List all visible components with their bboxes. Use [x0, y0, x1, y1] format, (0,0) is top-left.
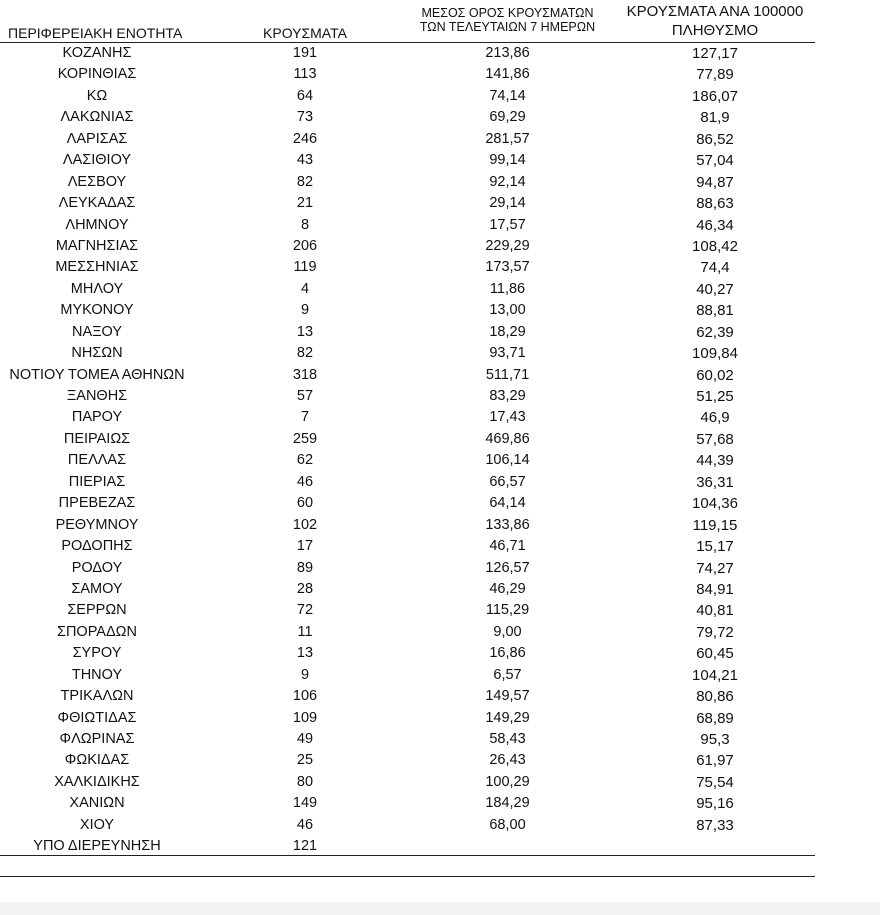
cell-region: ΝΗΣΩΝ — [71, 345, 123, 362]
cell-region: ΜΥΚΟΝΟΥ — [60, 302, 134, 319]
cell-seven-day-average: 74,14 — [489, 87, 526, 104]
cell-cases-per-100k: 61,97 — [696, 752, 734, 770]
cell-cases-per-100k: 74,4 — [700, 259, 730, 277]
cell-cases: 62 — [296, 452, 314, 469]
header-cases-per-100k-line1: ΚΡΟΥΣΜΑΤΑ ΑΝΑ 100000 — [626, 3, 804, 20]
cell-region: ΜΑΓΝΗΣΙΑΣ — [55, 237, 139, 254]
cell-region: ΡΕΘΥΜΝΟΥ — [55, 516, 139, 533]
cell-seven-day-average: 184,29 — [485, 795, 530, 812]
table-row — [0, 580, 815, 601]
table-row — [0, 258, 815, 279]
table-body — [0, 44, 815, 859]
cell-cases-per-100k: 60,02 — [696, 366, 734, 384]
cell-cases: 82 — [296, 345, 314, 362]
cell-cases: 13 — [296, 645, 314, 662]
cell-seven-day-average: 13,00 — [489, 302, 526, 319]
cell-cases: 4 — [300, 280, 310, 297]
cell-region: ΦΘΙΩΤΙΔΑΣ — [57, 709, 137, 726]
table-row — [0, 408, 815, 429]
table-bottom-divider — [0, 876, 815, 877]
cell-cases-per-100k: 36,31 — [696, 473, 734, 491]
cell-region: ΠΡΕΒΕΖΑΣ — [58, 495, 136, 512]
cell-seven-day-average: 149,57 — [485, 688, 530, 705]
cell-region: ΛΑΚΩΝΙΑΣ — [60, 109, 134, 126]
cell-seven-day-average: 99,14 — [489, 152, 526, 169]
cell-region: ΛΕΥΚΑΔΑΣ — [58, 195, 136, 212]
cell-cases-per-100k: 88,63 — [696, 195, 734, 213]
cell-cases: 191 — [292, 45, 318, 61]
cell-region: ΣΥΡΟΥ — [72, 645, 122, 662]
cell-seven-day-average: 11,86 — [489, 280, 526, 297]
table-row — [0, 537, 815, 558]
table-row — [0, 280, 815, 301]
cell-cases-per-100k: 88,81 — [696, 302, 734, 320]
table-row — [0, 451, 815, 472]
cell-cases-per-100k: 104,36 — [692, 495, 738, 513]
table-end-divider — [0, 855, 815, 856]
table-row — [0, 301, 815, 322]
cell-seven-day-average: 46,71 — [489, 538, 526, 555]
table-row — [0, 773, 815, 794]
cell-seven-day-average: 141,86 — [485, 66, 530, 83]
cell-cases: 206 — [292, 237, 318, 254]
table-row — [0, 751, 815, 772]
cell-cases-per-100k: 80,86 — [696, 688, 734, 706]
cell-cases: 17 — [296, 538, 314, 555]
table-row — [0, 151, 815, 172]
cell-region: ΠΑΡΟΥ — [71, 409, 123, 426]
table-row — [0, 323, 815, 344]
cell-cases: 7 — [300, 409, 310, 426]
header-cases-per-100k — [610, 3, 820, 41]
cell-region: ΜΕΣΣΗΝΙΑΣ — [55, 259, 139, 276]
cell-cases: 80 — [296, 773, 314, 790]
cell-seven-day-average: 17,57 — [489, 216, 526, 233]
cell-cases-per-100k: 68,89 — [696, 709, 734, 727]
table-row — [0, 366, 815, 387]
cell-region: ΛΗΜΝΟΥ — [65, 216, 129, 233]
cell-region: ΛΑΣΙΘΙΟΥ — [62, 152, 132, 169]
table-row — [0, 666, 815, 687]
cell-region: ΛΕΣΒΟΥ — [67, 173, 127, 190]
table-row — [0, 194, 815, 215]
cell-cases-per-100k: 95,16 — [696, 795, 734, 813]
cell-seven-day-average: 29,14 — [489, 195, 526, 212]
cell-cases-per-100k: 84,91 — [696, 580, 734, 598]
cell-cases: 43 — [296, 152, 314, 169]
table-row — [0, 44, 815, 65]
cell-region: ΝΟΤΙΟΥ ΤΟΜΕΑ ΑΘΗΝΩΝ — [9, 366, 185, 383]
header-seven-day-average-line2: ΤΩΝ ΤΕΛΕΥΤΑΙΩΝ 7 ΗΜΕΡΩΝ — [419, 20, 596, 35]
table-row — [0, 237, 815, 258]
cell-region: ΠΕΛΛΑΣ — [67, 452, 127, 469]
cell-seven-day-average: 18,29 — [489, 323, 526, 340]
table-row — [0, 709, 815, 730]
table-row — [0, 344, 815, 365]
table-row — [0, 623, 815, 644]
cell-cases-per-100k: 57,04 — [696, 152, 734, 170]
cell-seven-day-average: 229,29 — [485, 237, 530, 254]
cell-region: ΚΟΡΙΝΘΙΑΣ — [57, 66, 137, 83]
cell-cases: 21 — [296, 195, 314, 212]
cell-cases: 60 — [296, 495, 314, 512]
cell-seven-day-average: 93,71 — [489, 345, 526, 362]
header-cases: ΚΡΟΥΣΜΑΤΑ — [263, 25, 347, 41]
cell-seven-day-average: 115,29 — [485, 602, 530, 619]
cell-region: ΚΩ — [86, 87, 108, 104]
cell-seven-day-average: 133,86 — [485, 516, 530, 533]
cell-seven-day-average: 17,43 — [489, 409, 526, 426]
cell-region: ΡΟΔΟΥ — [71, 559, 123, 576]
cell-cases-per-100k: 62,39 — [696, 323, 734, 341]
cell-seven-day-average: 92,14 — [489, 173, 526, 190]
table-row — [0, 601, 815, 622]
cell-cases: 46 — [296, 473, 314, 490]
cell-cases-per-100k: 46,9 — [700, 409, 730, 427]
table-row — [0, 559, 815, 580]
header-seven-day-average-line1: ΜΕΣΟΣ ΟΡΟΣ ΚΡΟΥΣΜΑΤΩΝ — [421, 6, 594, 20]
cell-region: ΧΑΛΚΙΔΙΚΗΣ — [54, 773, 140, 790]
header-seven-day-average — [405, 6, 610, 35]
cell-region: ΣΠΟΡΑΔΩΝ — [57, 623, 137, 640]
cell-cases-per-100k: 51,25 — [696, 388, 734, 405]
cell-seven-day-average: 469,86 — [485, 430, 530, 447]
table-row — [0, 816, 815, 837]
cell-region: ΣΕΡΡΩΝ — [67, 602, 127, 619]
table-row — [0, 430, 815, 451]
cell-cases-per-100k: 15,17 — [696, 538, 734, 556]
table-row — [0, 216, 815, 237]
table-row — [0, 687, 815, 708]
cell-region: ΝΑΞΟΥ — [71, 323, 123, 340]
cell-cases-per-100k: 86,52 — [696, 130, 734, 148]
cell-region: ΜΗΛΟΥ — [70, 280, 124, 297]
cell-cases-per-100k: 44,39 — [696, 452, 734, 470]
cell-cases-per-100k: 119,15 — [692, 516, 738, 534]
table-row — [0, 108, 815, 129]
cell-cases: 109 — [292, 709, 318, 726]
cell-region: ΣΑΜΟΥ — [71, 580, 123, 597]
cell-seven-day-average: 69,29 — [489, 109, 526, 126]
cell-cases: 25 — [296, 752, 314, 769]
cell-cases: 11 — [297, 623, 313, 640]
cell-cases-per-100k: 57,68 — [696, 430, 734, 448]
cell-seven-day-average: 46,29 — [489, 580, 526, 597]
cell-cases-per-100k: 81,9 — [700, 109, 730, 127]
cell-cases: 9 — [300, 666, 310, 683]
cell-seven-day-average: 66,57 — [489, 473, 526, 490]
cell-seven-day-average: 173,57 — [485, 259, 530, 276]
cell-seven-day-average: 106,14 — [485, 452, 530, 469]
cell-cases-per-100k: 94,87 — [696, 173, 734, 191]
cell-region: ΦΛΩΡΙΝΑΣ — [59, 731, 135, 747]
cell-cases: 318 — [292, 366, 318, 383]
cell-cases: 102 — [292, 516, 318, 533]
cell-region: ΠΙΕΡΙΑΣ — [68, 473, 126, 490]
cell-cases: 119 — [293, 259, 317, 276]
cell-seven-day-average: 126,57 — [485, 559, 530, 576]
table-row — [0, 65, 815, 86]
cell-cases: 89 — [296, 559, 314, 576]
cell-seven-day-average: 100,29 — [485, 773, 530, 790]
page-bottom-band — [0, 902, 880, 915]
cell-cases-per-100k: 60,45 — [696, 645, 734, 663]
cell-cases-per-100k: 104,21 — [692, 666, 738, 684]
cell-cases-per-100k: 127,17 — [692, 45, 738, 62]
cell-region: ΞΑΝΘΗΣ — [66, 388, 128, 404]
cell-seven-day-average: 9,00 — [493, 623, 522, 640]
table-row — [0, 130, 815, 151]
cell-seven-day-average: 68,00 — [489, 816, 526, 833]
cell-seven-day-average: 213,86 — [485, 45, 530, 61]
cell-cases-per-100k: 40,27 — [696, 280, 734, 298]
table-header — [0, 0, 815, 42]
table-row — [0, 87, 815, 108]
cell-cases: 113 — [293, 66, 317, 83]
cell-seven-day-average: 149,29 — [485, 709, 530, 726]
cell-cases-per-100k: 108,42 — [692, 237, 738, 255]
cell-seven-day-average: 16,86 — [489, 645, 526, 662]
cell-cases-per-100k: 74,27 — [696, 559, 734, 577]
table-row — [0, 644, 815, 665]
cell-region: ΤΡΙΚΑΛΩΝ — [60, 688, 134, 705]
cell-cases: 149 — [292, 795, 318, 812]
cell-cases: 9 — [300, 302, 310, 319]
cell-cases: 13 — [296, 323, 314, 340]
cell-seven-day-average: 58,43 — [489, 731, 526, 747]
cell-seven-day-average: 511,71 — [485, 366, 530, 383]
cell-region: ΧΙΟΥ — [79, 816, 115, 833]
cell-cases-per-100k: 186,07 — [692, 87, 738, 105]
cell-region: ΚΟΖΑΝΗΣ — [62, 45, 132, 61]
cell-cases-per-100k: 77,89 — [696, 66, 734, 84]
cell-cases-per-100k: 79,72 — [696, 623, 734, 641]
cell-cases-per-100k: 109,84 — [692, 345, 738, 363]
cell-cases-per-100k: 95,3 — [700, 731, 730, 748]
cell-cases: 46 — [296, 816, 314, 833]
table-row — [0, 730, 815, 751]
cell-region: ΧΑΝΙΩΝ — [69, 795, 125, 812]
cell-cases: 259 — [292, 430, 318, 447]
table-row — [0, 387, 815, 408]
cell-cases-per-100k: 46,34 — [696, 216, 734, 234]
cell-region: ΠΕΙΡΑΙΩΣ — [63, 430, 131, 447]
cell-cases: 82 — [296, 173, 314, 190]
cell-cases: 49 — [296, 731, 314, 747]
table-row — [0, 473, 815, 494]
cell-seven-day-average: 83,29 — [489, 388, 526, 404]
cell-region: ΦΩΚΙΔΑΣ — [64, 752, 130, 769]
header-region: ΠΕΡΙΦΕΡΕΙΑΚΗ ΕΝΟΤΗΤΑ — [8, 25, 183, 41]
cell-region: ΤΗΝΟΥ — [71, 666, 123, 683]
cell-cases: 64 — [296, 87, 314, 104]
cell-seven-day-average: 64,14 — [489, 495, 526, 512]
cell-seven-day-average: 6,57 — [493, 666, 522, 683]
cell-cases: 106 — [292, 688, 318, 705]
cell-cases: 246 — [292, 130, 318, 147]
cell-seven-day-average: 26,43 — [489, 752, 526, 769]
cell-cases: 72 — [296, 602, 314, 619]
cell-cases: 57 — [296, 388, 314, 404]
header-divider — [0, 42, 815, 43]
cell-seven-day-average: 281,57 — [485, 130, 530, 147]
cell-cases: 121 — [292, 838, 318, 855]
table-row — [0, 794, 815, 815]
table-row — [0, 173, 815, 194]
cell-cases-per-100k: 75,54 — [696, 773, 734, 791]
cell-region: ΥΠΟ ΔΙΕΡΕΥΝΗΣΗ — [33, 838, 161, 855]
cell-cases: 73 — [296, 109, 314, 126]
cell-cases-per-100k: 40,81 — [696, 602, 734, 620]
header-cases-per-100k-line2: ΠΛΗΘΥΣΜΟ — [671, 21, 759, 39]
cell-cases-per-100k: 87,33 — [696, 816, 734, 834]
cell-region: ΡΟΔΟΠΗΣ — [61, 538, 133, 555]
table-row — [0, 494, 815, 515]
cell-cases: 8 — [300, 216, 310, 233]
cell-region: ΛΑΡΙΣΑΣ — [66, 130, 128, 147]
cell-cases: 28 — [296, 580, 314, 597]
table-row — [0, 516, 815, 537]
